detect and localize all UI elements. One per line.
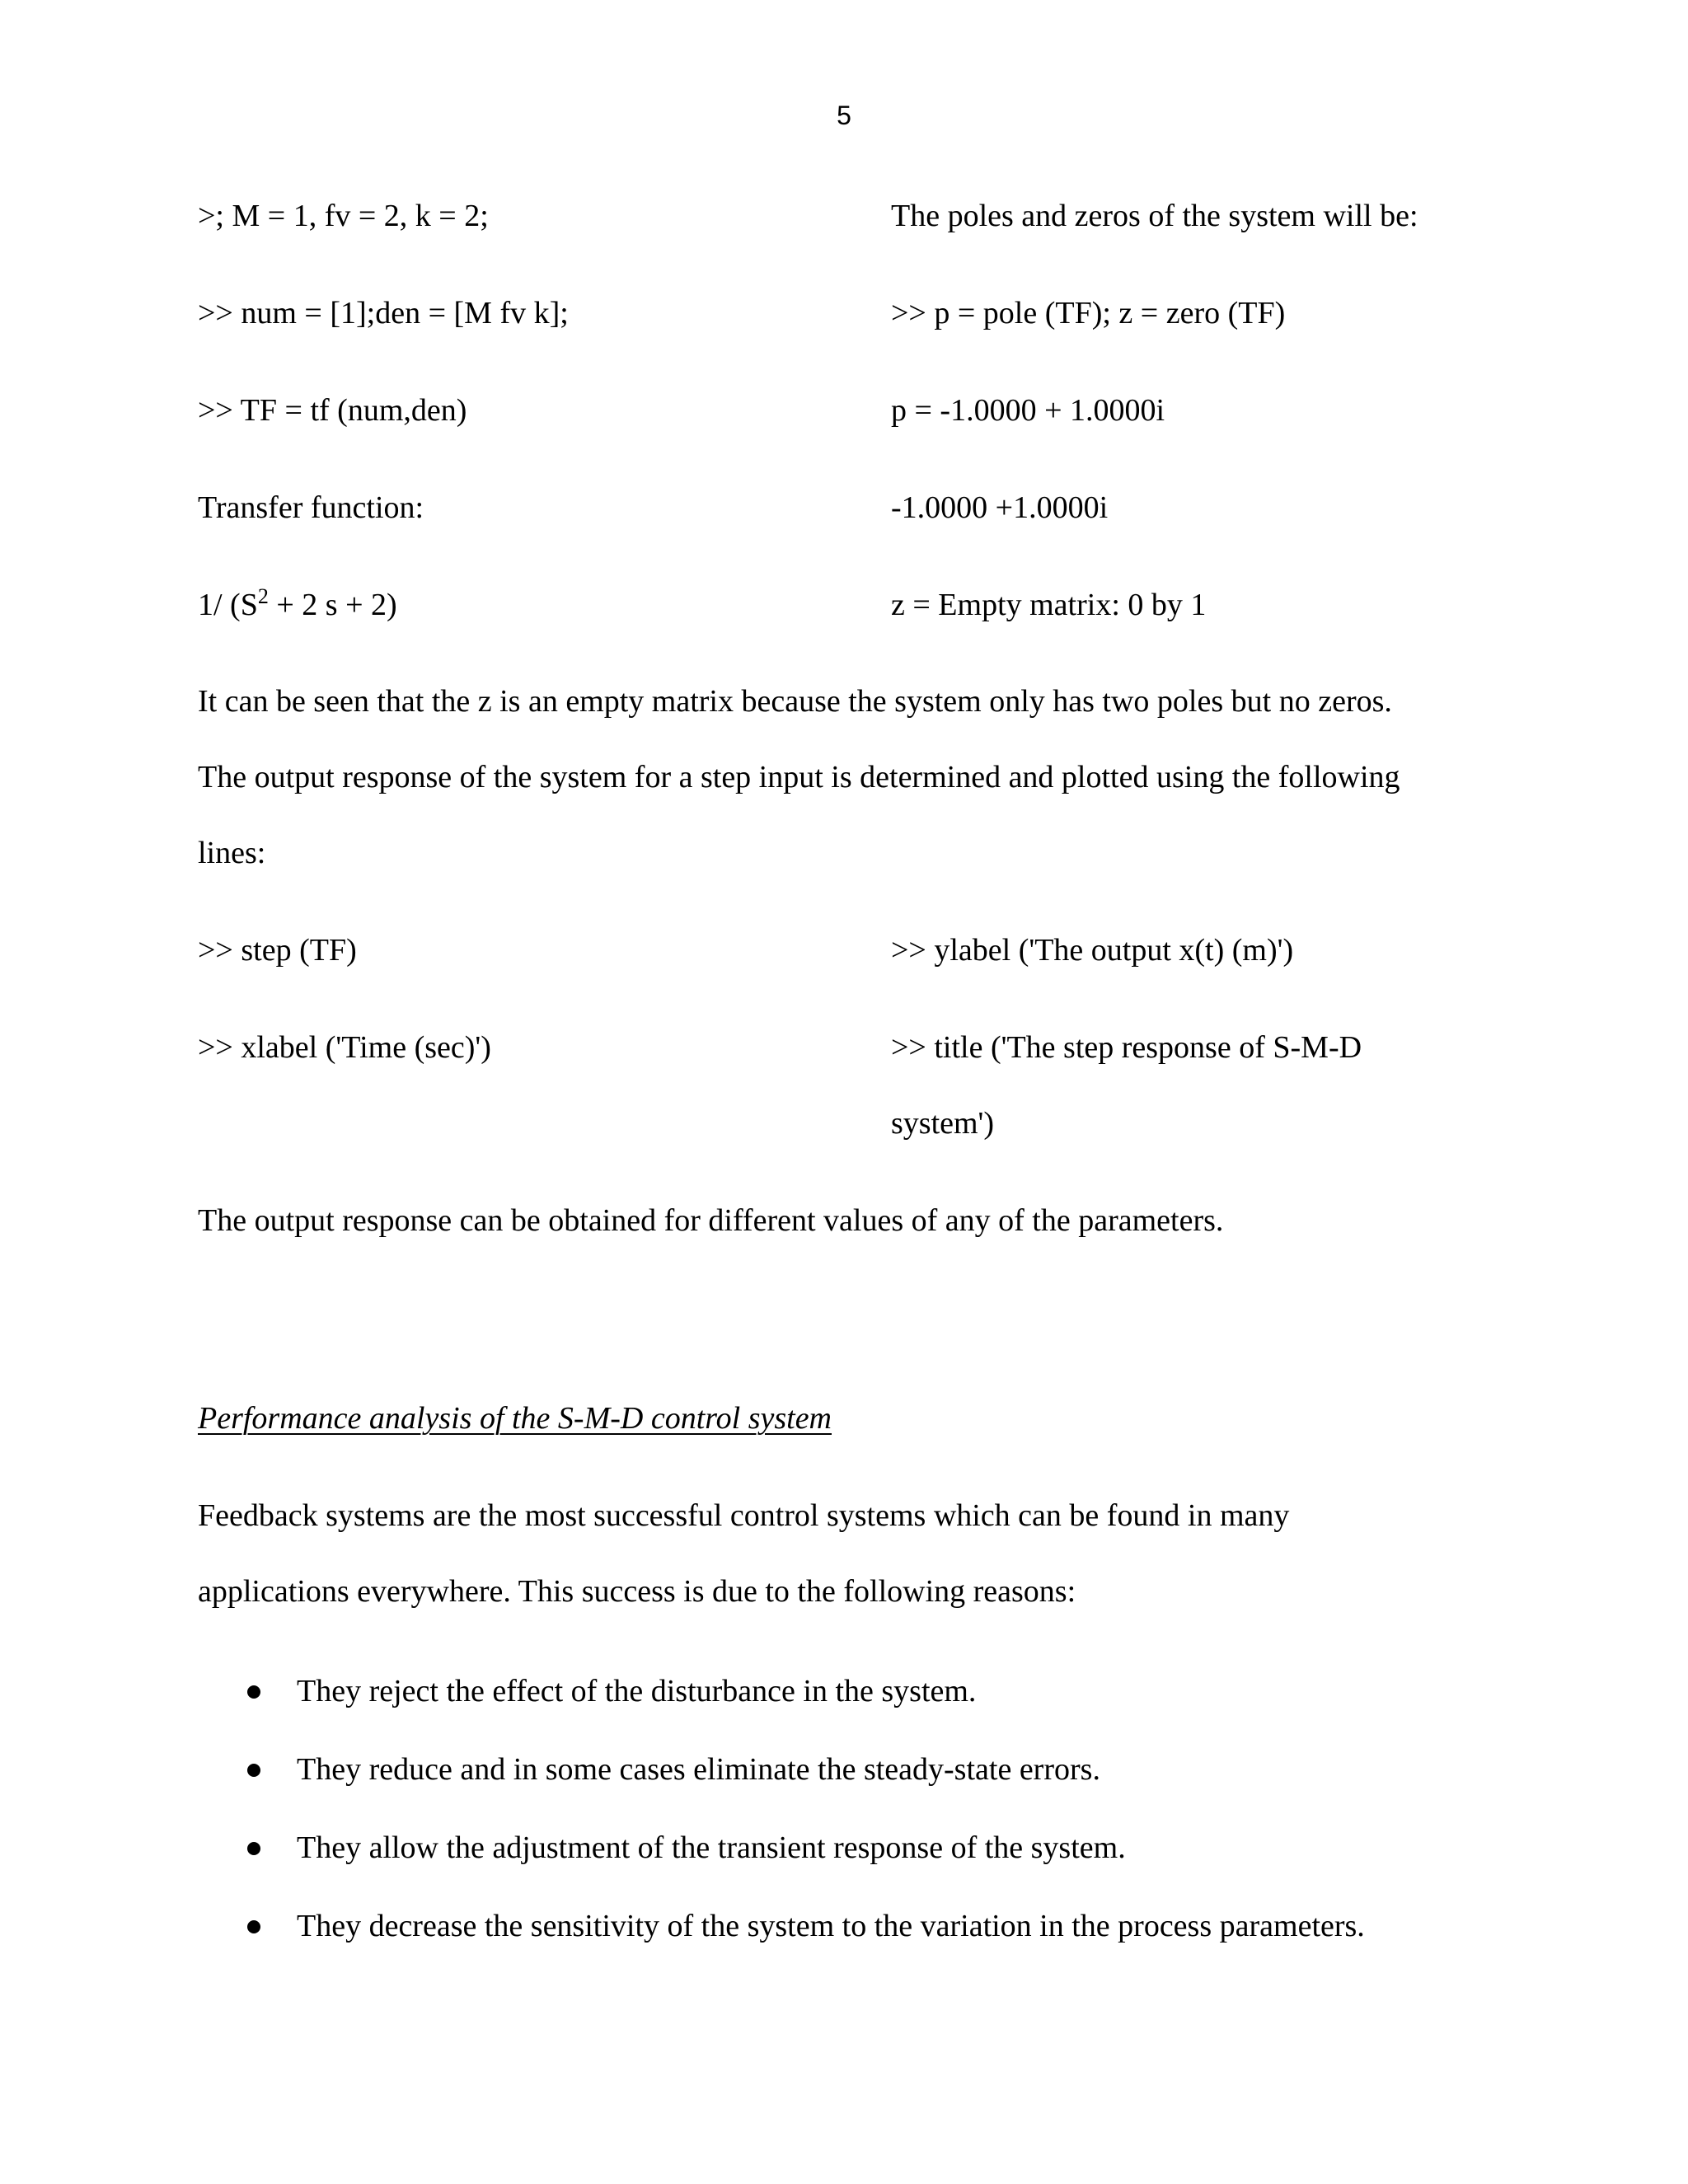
code-line-num-den: >> num = [1];den = [M fv k]; [198, 296, 569, 330]
transfer-function-expression [198, 584, 397, 622]
pole-value-2: -1.0000 +1.0000i [891, 490, 1109, 525]
list-item-text: They reject the effect of the disturbance in the system. [297, 1674, 977, 1708]
section-heading: Performance analysis of the S-M-D control system [198, 1401, 832, 1436]
code-line-title-cont: system') [891, 1106, 995, 1141]
code-line-tf: >> TF = tf (num,den) [198, 393, 467, 428]
bullet-icon [247, 1920, 260, 1933]
paragraph-line: It can be seen that the z is an empty matrix because the system only has two poles but no zeros. [198, 684, 1392, 719]
code-line-step: >> step (TF) [198, 933, 357, 968]
code-line-params: >; M = 1, fv = 2, k = 2; [198, 199, 489, 233]
bullet-icon [247, 1764, 260, 1777]
code-line-ylabel: >> ylabel ('The output x(t) (m)') [891, 933, 1294, 968]
pole-value-1: p = -1.0000 + 1.0000i [891, 393, 1165, 428]
code-line-title: >> title ('The step response of S-M-D [891, 1030, 1362, 1065]
tf-expr-prefix: 1/ (S [198, 588, 258, 622]
page-number: 5 [837, 101, 851, 130]
bullet-icon [247, 1842, 260, 1855]
poles-zeros-intro: The poles and zeros of the system will be: [891, 199, 1418, 233]
list-item-text: They allow the adjustment of the transient response of the system. [297, 1830, 1126, 1865]
paragraph-line: The output response can be obtained for different values of any of the parameters. [198, 1203, 1224, 1238]
code-line-pole-zero: >> p = pole (TF); z = zero (TF) [891, 296, 1286, 330]
list-item-text: They decrease the sensitivity of the system to the variation in the process parameters. [297, 1909, 1365, 1943]
tf-expr-exponent: 2 [257, 584, 269, 608]
transfer-function-label: Transfer function: [198, 490, 424, 525]
list-item-text: They reduce and in some cases eliminate the steady-state errors. [297, 1752, 1100, 1787]
paragraph-line: The output response of the system for a step input is determined and plotted using the following [198, 760, 1400, 794]
zero-value: z = Empty matrix: 0 by 1 [891, 588, 1207, 622]
paragraph-line: Feedback systems are the most successful control systems which can be found in many [198, 1498, 1290, 1533]
tf-expr-suffix: + 2 s + 2) [268, 588, 397, 622]
bullet-icon [247, 1685, 260, 1699]
code-line-xlabel: >> xlabel ('Time (sec)') [198, 1030, 491, 1065]
paragraph-line: applications everywhere. This success is due to the following reasons: [198, 1574, 1076, 1609]
paragraph-line: lines: [198, 836, 266, 870]
